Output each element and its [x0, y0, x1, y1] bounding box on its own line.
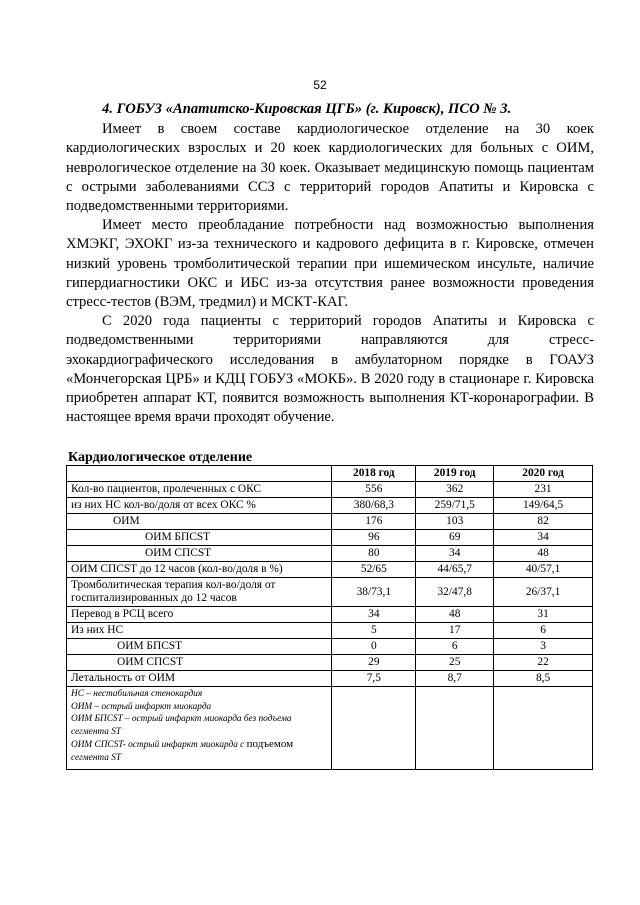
table-row [67, 639, 593, 655]
cell-2020: 22 [494, 655, 593, 671]
cell-2020: 26/37,1 [494, 578, 593, 607]
cell-2018: 380/68,3 [332, 498, 416, 514]
cell-2019: 44/65,7 [416, 562, 494, 578]
table-row [67, 607, 593, 623]
cell-2020: 40/57,1 [494, 562, 593, 578]
row-label: ОИМ БПСST [67, 639, 332, 655]
row-label: Из них НС [67, 623, 332, 639]
cell-2019: 6 [416, 639, 494, 655]
body-text [66, 100, 594, 427]
legend-line [71, 738, 327, 752]
legend-text: ОИМ СПСST- острый инфаркт миокарда с [71, 740, 245, 750]
legend-line: НС – нестабильная стенокардия [71, 689, 203, 699]
paragraph-3: С 2020 года пациенты с территорий городов Апатиты и Кировска с подведомственными территориями направляются для стресс-эхокардиографического исследования в амбулаторном порядке в ГОАУЗ «Мончегорская ЦРБ» и КДЦ ГОБУЗ «МОКБ». В 2020 году в стационаре г. Кировска приобретен аппарат КТ, появится возможность выполнения КТ-коронарографии. В настоящее время врачи проходят обучение. [66, 313, 594, 426]
cell-2020: 82 [494, 514, 593, 530]
row-label: Кол-во пациентов, пролеченных с ОКС [67, 482, 332, 498]
table-row [67, 482, 593, 498]
table-row [67, 546, 593, 562]
row-label: ОИМ СПСST [67, 655, 332, 671]
empty-cell [494, 687, 593, 770]
paragraph-2: Имеет место преобладание потребности над возможностью выполнения ХМЭКГ, ЭХОКГ из-за технического и кадрового дефицита в г. Кировске, отмечен низкий уровень тромболитической терапии при ишемическом инсульте, наличие гипердиагностики ОКС и ИБС из-за отсутствия ранее возможности проведения стресс-тестов (ВЭМ, тредмил) и МСКТ-КАГ. [66, 217, 594, 311]
legend-line: ОИМ – острый инфаркт миокарда [71, 701, 212, 712]
cardiology-table [66, 465, 593, 770]
cell-2018: 29 [332, 655, 416, 671]
cell-2018: 38/73,1 [332, 578, 416, 607]
header-empty [67, 466, 332, 482]
table-row [67, 530, 593, 546]
cell-2018: 52/65 [332, 562, 416, 578]
header-2019: 2019 год [416, 466, 494, 482]
cell-2019: 362 [416, 482, 494, 498]
cell-2018: 5 [332, 623, 416, 639]
row-label: Летальность от ОИМ [67, 671, 332, 687]
row-label: из них НС кол-во/доля от всех ОКС % [67, 498, 332, 514]
legend-line: ОИМ БПСST – острый инфаркт миокарда без подъема сегмента ST [71, 714, 292, 737]
row-label: ОИМ СПСST до 12 часов (кол-во/доля в %) [67, 562, 332, 578]
cell-2019: 69 [416, 530, 494, 546]
table-title: Кардиологическое отделение [68, 450, 253, 465]
row-label: Тромболитическая терапия кол-во/доля от госпитализированных до 12 часов [67, 578, 332, 607]
cell-2019: 34 [416, 546, 494, 562]
cell-2020: 31 [494, 607, 593, 623]
legend-line: сегмента ST [71, 752, 122, 763]
cell-2019: 259/71,5 [416, 498, 494, 514]
table-row [67, 498, 593, 514]
paragraph-1: Имеет в своем составе кардиологическое отделение на 30 коек кардиологических взрослых и 20 коек кардиологических для больных с ОИМ, неврологическое отделение на 30 коек. Оказывает медицинскую помощь пациентам с острыми заболеваниями ССЗ с территорий городов Апатиты и Кировска с подведомственными территориями. [66, 121, 594, 215]
page-number: 52 [313, 78, 327, 92]
table-row [67, 655, 593, 671]
cell-2019: 17 [416, 623, 494, 639]
legend-cell [67, 687, 332, 770]
empty-cell [416, 687, 494, 770]
cell-2018: 176 [332, 514, 416, 530]
cell-2018: 96 [332, 530, 416, 546]
cell-2019: 103 [416, 514, 494, 530]
row-label: ОИМ СПСST [67, 546, 332, 562]
cell-2020: 6 [494, 623, 593, 639]
cell-2020: 48 [494, 546, 593, 562]
row-label: Перевод в РСЦ всего [67, 607, 332, 623]
legend-text-upright: подъемом [246, 738, 294, 750]
legend-row [67, 687, 593, 770]
table-header-row [67, 466, 593, 482]
cell-2020: 149/64,5 [494, 498, 593, 514]
cell-2018: 556 [332, 482, 416, 498]
cell-2019: 8,7 [416, 671, 494, 687]
cell-2020: 3 [494, 639, 593, 655]
cell-2019: 48 [416, 607, 494, 623]
table-row [67, 578, 593, 607]
empty-cell [332, 687, 416, 770]
row-label: ОИМ [67, 514, 332, 530]
cell-2018: 80 [332, 546, 416, 562]
table-row [67, 671, 593, 687]
cell-2020: 34 [494, 530, 593, 546]
header-2018: 2018 год [332, 466, 416, 482]
cell-2018: 0 [332, 639, 416, 655]
cell-2020: 231 [494, 482, 593, 498]
cell-2018: 34 [332, 607, 416, 623]
table-row [67, 562, 593, 578]
cell-2018: 7,5 [332, 671, 416, 687]
cell-2019: 32/47,8 [416, 578, 494, 607]
row-label: ОИМ БПСST [67, 530, 332, 546]
table-row [67, 514, 593, 530]
header-2020: 2020 год [494, 466, 593, 482]
table-row [67, 623, 593, 639]
cell-2019: 25 [416, 655, 494, 671]
cell-2020: 8,5 [494, 671, 593, 687]
section-heading: 4. ГОБУЗ «Апатитско-Кировская ЦГБ» (г. Кировск), ПСО № 3. [102, 101, 512, 117]
